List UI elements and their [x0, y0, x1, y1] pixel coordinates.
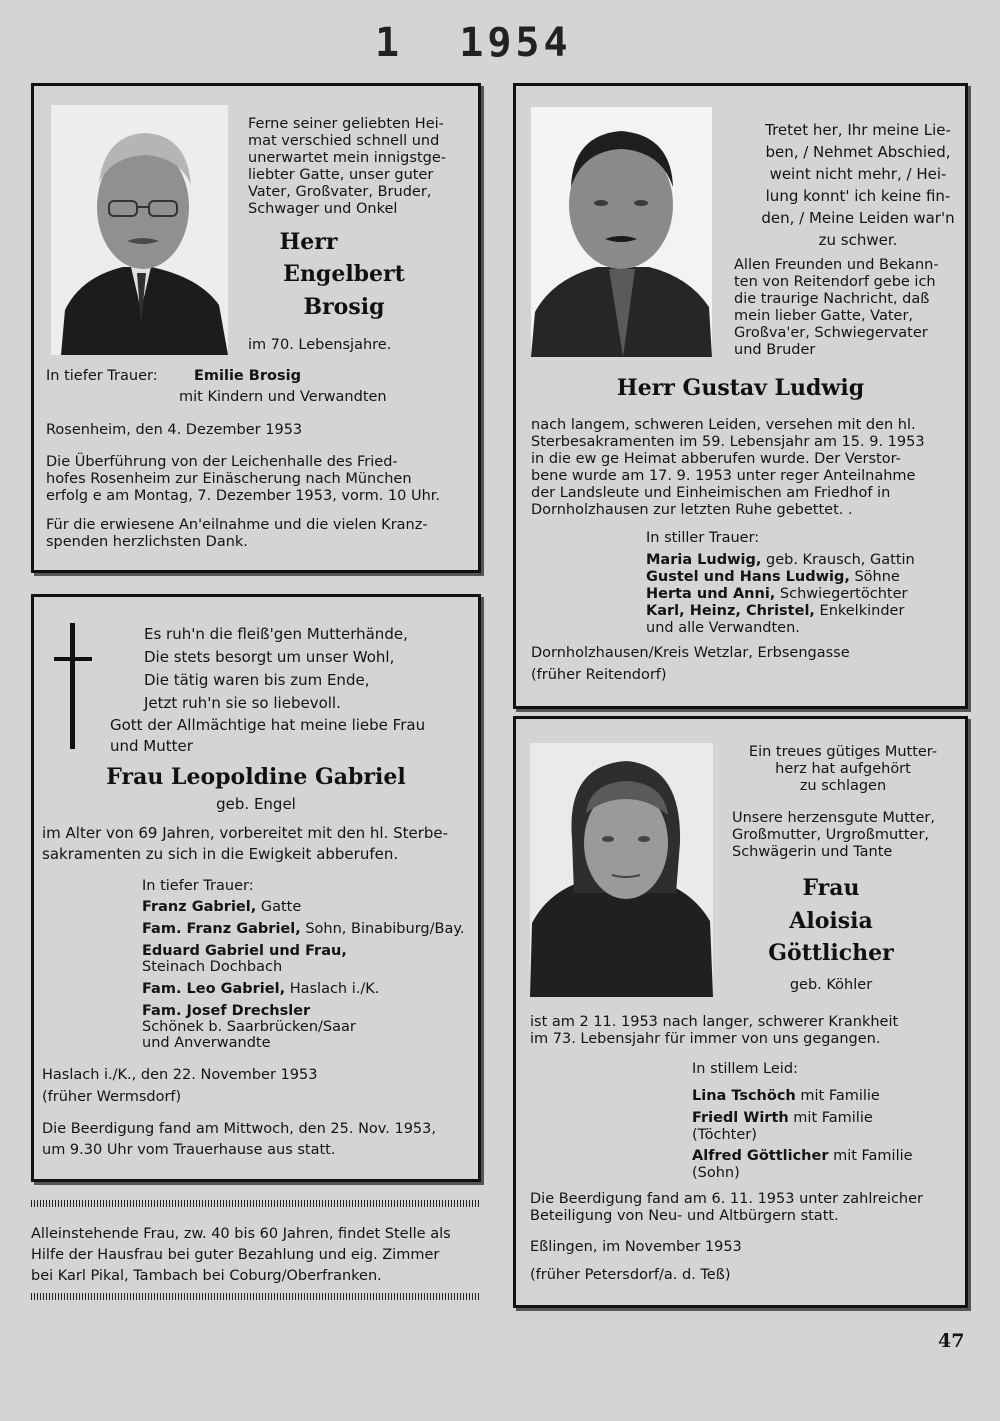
- name-heading: Herr Gustav Ludwig: [616, 375, 865, 401]
- mourner-line: [646, 586, 907, 603]
- thanks-text: Für die erwiesene An'eilnahme und die vielen Kranz- spenden herzlichsten Dank.: [46, 517, 428, 550]
- nee-text: geb. Köhler: [789, 977, 873, 993]
- mourner-relation: und Anverwandte: [142, 1035, 271, 1051]
- mourner-relation: Schwiegertöchter: [775, 586, 908, 602]
- body-text: nach langem, schweren Leiden, versehen mit den hl. Sterbesakramenten im 59. Lebensjahr am 15. 9. 1953 in die ew ge Heimat abberufen wurde. Der Verstor- bene wurde am 17. 9. 1953 unter reger Anteilnahme der Landsleute und Einheimischen am Friedhof in Dornholzhausen zur letzten Ruhe gebettet. .: [531, 417, 925, 518]
- mourner-relation: Gatte: [256, 899, 302, 915]
- former-residence: (früher Wermsdorf): [42, 1089, 182, 1105]
- nee-text: geb. Engel: [216, 795, 296, 813]
- mourner-name: Maria Ludwig,: [646, 552, 762, 568]
- separator-rule-bottom: [31, 1293, 481, 1300]
- notice-text: Unsere herzensgute Mutter, Großmutter, Urgroßmutter, Schwägerin und Tante: [732, 810, 935, 860]
- name-title: Frau: [802, 875, 860, 901]
- name-first: Aloisia: [789, 908, 873, 934]
- portrait-photo-goettlicher: [530, 743, 713, 997]
- portrait-photo-ludwig: [531, 107, 712, 357]
- transfer-text: Die Überführung von der Leichenhalle des Fried- hofes Rosenheim zur Einäscherung nach München erfolg e am Montag, 7. Dezember 1953, vorm. 10 Uhr.: [46, 454, 441, 504]
- mourner-line: [142, 921, 464, 938]
- mourner-line: [692, 1110, 873, 1127]
- separator-rule-top: [31, 1200, 481, 1207]
- mourner-line: [142, 899, 301, 916]
- mourner-relation: mit Familie: [795, 1088, 880, 1104]
- page-number: 47: [938, 1330, 965, 1352]
- mourner-name: Emilie Brosig: [194, 368, 301, 384]
- funeral-text: Die Beerdigung fand am 6. 11. 1953 unter zahlreicher Beteiligung von Neu- und Altbürgern statt.: [530, 1191, 923, 1224]
- portrait-woman-icon: [530, 743, 713, 997]
- obituary-ludwig: [513, 83, 968, 709]
- obituary-goettlicher: [513, 716, 968, 1308]
- obituary-brosig: [31, 83, 481, 573]
- mourner-line: [692, 1088, 880, 1105]
- mourner-relation: Enkelkinder: [814, 603, 905, 619]
- mourner-name: Friedl Wirth: [692, 1110, 789, 1126]
- body-text: im Alter von 69 Jahren, vorbereitet mit den hl. Sterbe- sakramenten zu sich in die Ewigkeit abberufen.: [42, 824, 449, 863]
- mourning-label: In tiefer Trauer:: [46, 368, 158, 384]
- mourner-name: Eduard Gabriel und Frau,: [142, 943, 347, 959]
- former-residence: (früher Reitendorf): [531, 667, 667, 683]
- name-title: Herr: [279, 229, 338, 255]
- poem-text: Es ruh'n die fleiß'gen Mutterhände, Die stets besorgt um unser Wohl, Die tätig waren bis zum Ende, Jetzt ruh'n sie so liebevoll.: [144, 625, 408, 712]
- portrait-man-mustache-icon: [531, 107, 712, 357]
- mourner-name: Fam. Leo Gabriel,: [142, 981, 286, 997]
- mourner-line: [646, 603, 904, 620]
- mourner-name: Gustel und Hans Ludwig,: [646, 569, 850, 585]
- mourner-relation: mit Familie: [788, 1110, 873, 1126]
- mourner-relation: (Töchter): [692, 1127, 757, 1143]
- mourner-name: Fam. Josef Drechsler: [142, 1003, 311, 1019]
- mourner-line: [142, 981, 379, 998]
- mourner-place: Steinach Dochbach: [142, 959, 283, 975]
- place-date: Eßlingen, im November 1953: [530, 1239, 742, 1255]
- mourner-line: [646, 552, 915, 569]
- year-stamp: 1 1954: [375, 20, 572, 66]
- mourner-name: Herta und Anni,: [646, 586, 776, 602]
- mourner-relation: Söhne: [849, 569, 900, 585]
- address-text: Dornholzhausen/Kreis Wetzlar, Erbsengasse: [531, 645, 850, 661]
- poem-text: Ein treues gütiges Mutter- herz hat aufgehört zu schlagen: [748, 744, 938, 794]
- mourner-relation: geb. Krausch, Gattin: [761, 552, 915, 568]
- former-residence: (früher Petersdorf/a. d. Teß): [530, 1267, 731, 1283]
- name-last: Göttlicher: [768, 940, 894, 966]
- mourner-line: [692, 1148, 913, 1165]
- name-heading: Frau Leopoldine Gabriel: [106, 764, 406, 790]
- mourning-label: In stillem Leid:: [692, 1061, 798, 1077]
- mourning-label: In stiller Trauer:: [646, 530, 760, 546]
- poem-text: Tretet her, Ihr meine Lie- ben, / Nehmet Abschied, weint nicht mehr, / Hei- lung konnt' ich keine fin- den, / Meine Leiden war'n zu schwer.: [761, 121, 955, 249]
- mourner-relation: mit Familie: [828, 1148, 913, 1164]
- mourner-name: Fam. Franz Gabriel,: [142, 921, 301, 937]
- place-date: Rosenheim, den 4. Dezember 1953: [46, 422, 303, 438]
- notice-text: Allen Freunden und Bekann- ten von Reitendorf gebe ich die traurige Nachricht, daß mein lieber Gatte, Vater, Großva'er, Schwiegervater und Bruder: [734, 257, 939, 358]
- classified-ad: Alleinstehende Frau, zw. 40 bis 60 Jahren, findet Stelle als Hilfe der Hausfrau bei guter Bezahlung und eig. Zimmer bei Karl Pikal, Tambach bei Coburg/Oberfranken.: [31, 1226, 451, 1284]
- mourner-relatives: mit Kindern und Verwandten: [179, 389, 387, 405]
- mourner-relation: (Sohn): [692, 1165, 740, 1181]
- body-text: ist am 2 11. 1953 nach langer, schwerer Krankheit im 73. Lebensjahr für immer von uns gegangen.: [530, 1014, 899, 1047]
- obituary-gabriel: [31, 594, 481, 1182]
- age-text: im 70. Lebensjahre.: [248, 337, 392, 353]
- mourner-name: Karl, Heinz, Christel,: [646, 603, 815, 619]
- cross-icon: [54, 623, 94, 753]
- name-first: Engelbert: [283, 261, 405, 287]
- mourning-label: In tiefer Trauer:: [142, 878, 254, 894]
- mourner-line: [646, 569, 900, 586]
- mourner-name: Lina Tschöch: [692, 1088, 796, 1104]
- intro-text: Gott der Allmächtige hat meine liebe Frau und Mutter: [110, 716, 426, 755]
- mourner-name: Alfred Göttlicher: [692, 1148, 829, 1164]
- poem-text: Ferne seiner geliebten Hei- mat verschied schnell und unerwartet mein innigstge- liebter Gatte, unser guter Vater, Großvater, Bruder, Schwager und Onkel: [248, 116, 446, 217]
- place-date: Haslach i./K., den 22. November 1953: [42, 1067, 318, 1083]
- funeral-text: Die Beerdigung fand am Mittwoch, den 25. Nov. 1953, um 9.30 Uhr vom Trauerhause aus statt.: [42, 1121, 436, 1158]
- mourner-relation: Haslach i./K.: [285, 981, 380, 997]
- name-last: Brosig: [303, 294, 385, 320]
- mourner-name: Franz Gabriel,: [142, 899, 257, 915]
- mourner-line: und alle Verwandten.: [646, 620, 800, 636]
- mourner-relation: Sohn, Binabiburg/Bay.: [300, 921, 465, 937]
- mourner-place: Schönek b. Saarbrücken/Saar: [142, 1019, 356, 1035]
